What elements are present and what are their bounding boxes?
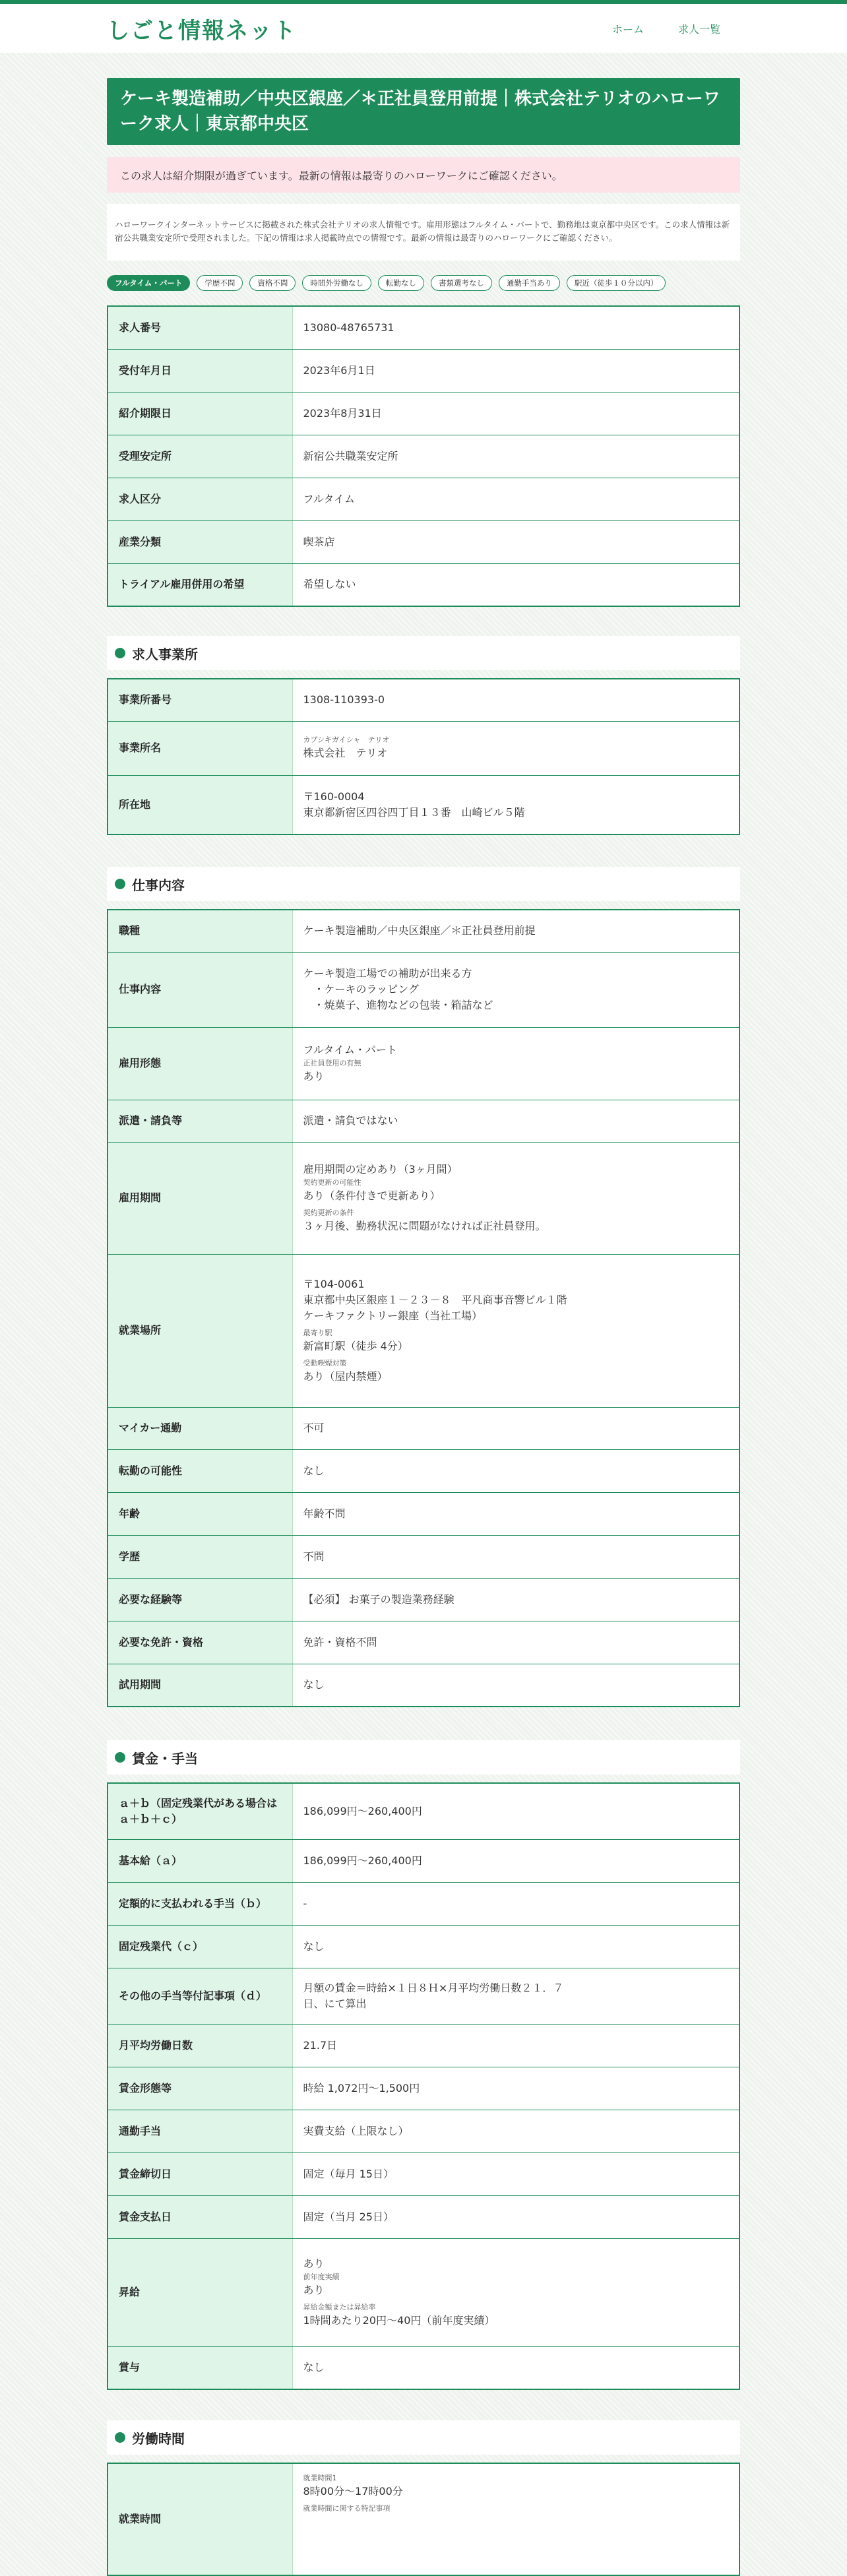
smoking-policy: あり（屋内禁煙） [303,1370,388,1383]
section-title-text: 労働時間 [132,2430,185,2447]
table-row [108,1839,739,1882]
nearest-station: 新富町駅（徒歩 4分） [303,1340,408,1352]
row-label: 月平均労働日数 [108,2024,292,2067]
table-row [108,952,739,1027]
row-value: 新宿公共職業安定所 [292,435,739,478]
row-label: 昇給 [108,2238,292,2346]
basic-info-table [107,305,740,607]
row-value: なし [292,1449,739,1492]
row-label: 定額的に支払われる手当（ｂ） [108,1882,292,1925]
table-row [108,478,739,520]
tag: 駅近（徒歩１０分以内） [567,275,666,291]
row-label: 基本給（ａ） [108,1839,292,1882]
site-logo[interactable]: しごと情報ネット [107,17,297,44]
nav-home-link[interactable]: ホーム [612,22,644,36]
table-row [108,721,739,775]
site-header [0,4,847,53]
page-title: ケーキ製造補助／中央区銀座／＊正社員登用前提｜株式会社テリオのハローワーク求人｜東京都中央区 [107,78,740,145]
row-label: 固定残業代（ｃ） [108,1925,292,1968]
table-row [108,2238,739,2346]
row-label: 受付年月日 [108,349,292,392]
row-value: 雇用期間の定めあり（3ヶ月間） [303,1163,458,1176]
sub-label: 最寄り駅 [303,1329,332,1337]
office-name-kana: カブシキガイシャ テリオ [303,736,390,744]
row-label: 就業時間 [108,2463,292,2575]
table-row [108,563,739,606]
row-value: 21.7日 [292,2024,739,2067]
section-title-hours [107,2420,740,2455]
table-row [108,910,739,952]
nav-job-list-link[interactable]: 求人一覧 [677,22,720,36]
tag: 学歴不問 [197,275,243,291]
row-value: - [292,1882,739,1925]
table-row [108,2463,739,2575]
table-row [108,1100,739,1142]
row-value: 2023年8月31日 [292,392,739,435]
table-row [108,1254,739,1407]
office-address: 東京都新宿区四谷四丁目１３番 山崎ビル５階 [303,805,525,819]
job-detail-line: ケーキ製造工場での補助が出来る方 [303,967,472,980]
wage-table [107,1782,740,2390]
row-value: 186,099円〜260,400円 [292,1839,739,1882]
row-label: 通勤手当 [108,2110,292,2152]
sub-label: 契約更新の条件 [303,1209,354,1217]
row-value: 喫茶店 [292,520,739,563]
row-value: あり [303,1070,325,1083]
row-label: トライアル雇用併用の希望 [108,563,292,606]
row-value: あり [303,2257,325,2270]
sub-label: 就業時間に関する特記事項 [303,2504,391,2513]
row-value: 日、にて算出 [303,1997,367,2010]
bullet-dot-icon [115,648,125,658]
row-value: 固定（毎月 15日） [292,2152,739,2195]
table-row [108,1968,739,2024]
row-value: なし [292,1925,739,1968]
row-value: 不問 [292,1535,739,1578]
row-label: 事業所名 [108,721,292,775]
place-name: ケーキファクトリー銀座（当社工場） [303,1309,483,1322]
sub-label: 就業時間1 [303,2474,337,2482]
row-value: 固定（当月 25日） [292,2195,739,2238]
row-value: なし [292,2346,739,2389]
table-row [108,1407,739,1449]
table-row [108,1621,739,1664]
row-value: あり（条件付きで更新あり） [303,1189,441,1202]
row-label: 賃金締切日 [108,2152,292,2195]
row-value: 【必須】 お菓子の製造業務経験 [292,1578,739,1621]
row-value: 実費支給（上限なし） [292,2110,739,2152]
table-row [108,2110,739,2152]
row-value: ３ヶ月後、勤務状況に問題がなければ正社員登用。 [303,1220,546,1232]
table-row [108,349,739,392]
table-row [108,679,739,721]
sub-label: 受動喫煙対策 [303,1359,347,1367]
table-row [108,392,739,435]
tag: 転勤なし [378,275,424,291]
tag: 通勤手当あり [499,275,560,291]
table-row [108,1925,739,1968]
row-label: 年齢 [108,1492,292,1535]
table-row [108,1664,739,1707]
tag: 資格不問 [249,275,296,291]
job-detail-line: ・ケーキのラッピング [303,983,419,995]
row-label: 紹介期限日 [108,392,292,435]
row-label: 職種 [108,910,292,952]
expired-alert: この求人は紹介期限が過ぎています。最新の情報は最寄りのハローワークにご確認ください。 [107,157,740,193]
row-value: フルタイム・パート [303,1044,397,1056]
row-value: 2023年6月1日 [292,349,739,392]
row-label: 転勤の可能性 [108,1449,292,1492]
row-label: 学歴 [108,1535,292,1578]
row-label: マイカー通勤 [108,1407,292,1449]
tag: 書類選考なし [431,275,492,291]
row-value: 派遣・請負ではない [292,1100,739,1142]
bullet-dot-icon [115,2432,125,2443]
row-label: 必要な免許・資格 [108,1621,292,1664]
row-label: 必要な経験等 [108,1578,292,1621]
row-value: 186,099円〜260,400円 [292,1783,739,1839]
row-label: 賞与 [108,2346,292,2389]
main-content [107,78,740,2576]
bullet-dot-icon [115,879,125,889]
row-value: ケーキ製造補助／中央区銀座／＊正社員登用前提 [292,910,739,952]
row-label: 派遣・請負等 [108,1100,292,1142]
table-row [108,306,739,349]
feature-tags [107,275,740,291]
sub-label: 前年度実績 [303,2273,340,2281]
row-value: 免許・資格不問 [292,1621,739,1664]
section-title-job [107,867,740,901]
office-zip: 〒160-0004 [303,790,365,803]
job-detail-line: ・焼菓子、進物などの包装・箱詰など [303,999,493,1011]
place-address: 東京都中央区銀座１－２３－８ 平凡商事音響ビル１階 [303,1294,567,1306]
row-value: 13080-48765731 [292,306,739,349]
table-row [108,2152,739,2195]
row-label: その他の手当等付記事項（ｄ） [108,1968,292,2024]
bullet-dot-icon [115,1752,125,1763]
table-row [108,1142,739,1254]
section-title-text: 仕事内容 [132,877,185,893]
main-nav [612,21,720,36]
section-title-office [107,636,740,670]
place-zip: 〒104-0061 [303,1278,365,1290]
row-label: 賃金支払日 [108,2195,292,2238]
section-title-wage [107,1740,740,1775]
row-label: ａ＋ｂ（固定残業代がある場合はａ＋ｂ＋ｃ） [108,1783,292,1839]
table-row [108,435,739,478]
row-value: 8時00分〜17時00分 [303,2485,403,2497]
row-value: 不可 [292,1407,739,1449]
tag-employment-type: フルタイム・パート [107,275,190,291]
row-label: 求人番号 [108,306,292,349]
row-label: 求人区分 [108,478,292,520]
sub-label: 正社員登用の有無 [303,1059,361,1067]
table-row [108,520,739,563]
sub-label: 昇給金額または昇給率 [303,2303,376,2311]
row-value: 希望しない [292,563,739,606]
row-value: 年齢不問 [292,1492,739,1535]
table-row [108,1027,739,1100]
row-value: 1時間あたり20円〜40円（前年度実績） [303,2314,495,2327]
table-row [108,1535,739,1578]
table-row [108,1783,739,1839]
row-label: 所在地 [108,775,292,834]
row-value: 時給 1,072円〜1,500円 [292,2067,739,2110]
table-row [108,1492,739,1535]
table-row [108,2067,739,2110]
job-table [107,909,740,1707]
row-value: フルタイム [292,478,739,520]
table-row [108,2195,739,2238]
table-row [108,2346,739,2389]
office-name: 株式会社 テリオ [303,747,388,759]
office-table [107,678,740,835]
row-value: 月額の賃金＝時給×１日８Ｈ×月平均労働日数２１．７ [303,1981,564,1994]
section-title-text: 賃金・手当 [132,1750,198,1767]
table-row [108,2024,739,2067]
row-label: 事業所番号 [108,679,292,721]
hours-table [107,2463,740,2576]
table-row [108,1449,739,1492]
job-description-summary: ハローワークインターネットサービスに掲載された株式会社テリオの求人情報です。雇用形態はフルタイム・パートで、勤務地は東京都中央区です。この求人情報は新宿公共職業安定所で受理されました。下記の情報は求人掲載時点での情報です。最新の情報は最寄りのハローワークにご確認ください。 [107,204,740,261]
table-row [108,1882,739,1925]
row-value: なし [292,1664,739,1707]
row-value: あり [303,2284,325,2296]
row-label: 産業分類 [108,520,292,563]
row-label: 就業場所 [108,1254,292,1407]
row-label: 仕事内容 [108,952,292,1027]
tag: 時間外労働なし [302,275,371,291]
row-label: 雇用形態 [108,1027,292,1100]
row-label: 受理安定所 [108,435,292,478]
row-label: 雇用期間 [108,1142,292,1254]
sub-label: 契約更新の可能性 [303,1178,361,1187]
office-number: 1308-110393-0 [292,679,739,721]
table-row [108,1578,739,1621]
section-title-text: 求人事業所 [132,646,198,662]
row-label: 賃金形態等 [108,2067,292,2110]
row-label: 試用期間 [108,1664,292,1707]
table-row [108,775,739,834]
